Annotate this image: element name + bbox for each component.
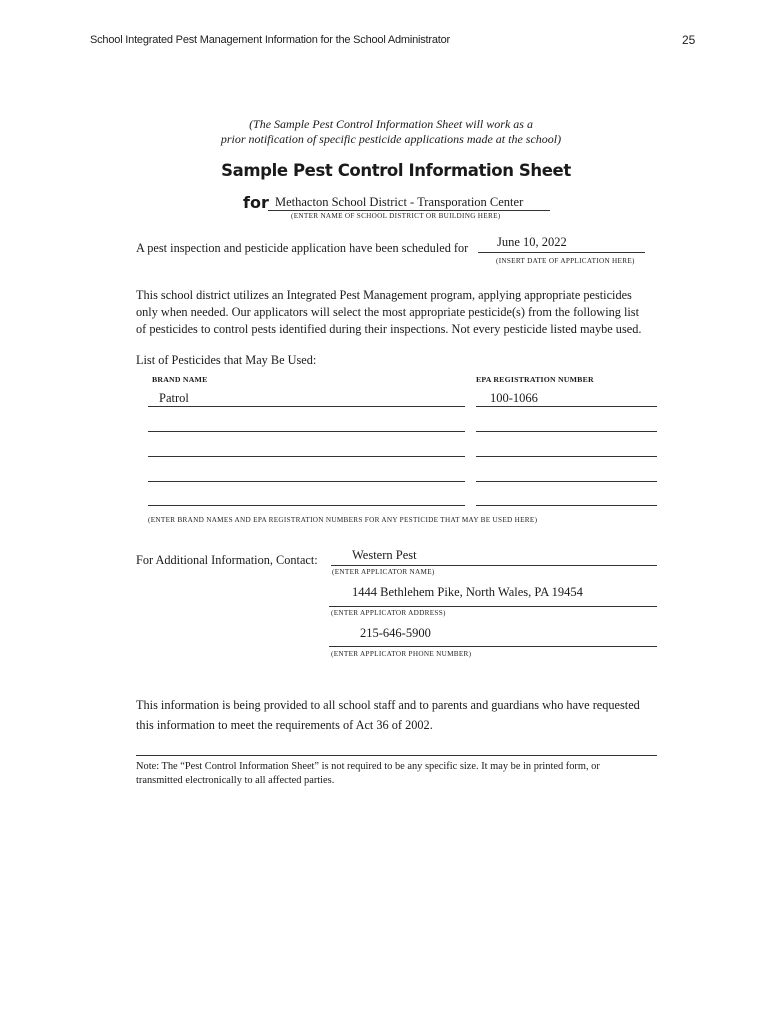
epa-number-field[interactable] bbox=[476, 490, 657, 506]
pesticide-list-hint: (ENTER BRAND NAMES AND EPA REGISTRATION NUMBERS FOR ANY PESTICIDE THAT MAY BE USED HERE) bbox=[148, 516, 538, 524]
footnote-line-2: transmitted electronically to all affected parties. bbox=[136, 775, 335, 786]
note-divider bbox=[136, 755, 657, 756]
contact-label: For Additional Information, Contact: bbox=[136, 553, 318, 567]
epa-number-field[interactable] bbox=[476, 441, 657, 457]
page-number: 25 bbox=[682, 33, 696, 47]
pesticide-list-heading: List of Pesticides that May Be Used: bbox=[136, 353, 317, 367]
school-name-value: Methacton School District - Transporation Center bbox=[275, 195, 524, 209]
intro-line-2: prior notification of specific pesticide applications made at the school) bbox=[220, 132, 562, 146]
footnote-line-1: Note: The “Pest Control Information Sheet” is not required to be any specific size. It may be in printed form, or bbox=[136, 761, 600, 772]
applicator-name-field[interactable] bbox=[331, 548, 657, 566]
epa-number-value: 100-1066 bbox=[490, 391, 538, 405]
brand-name-field[interactable] bbox=[148, 466, 465, 482]
page-title: Sample Pest Control Information Sheet bbox=[221, 161, 571, 180]
ipm-line-1: This school district utilizes an Integrated Pest Management program, applying appropriate pesticides bbox=[136, 288, 632, 302]
applicator-address-field[interactable] bbox=[329, 585, 657, 607]
applicator-phone-field[interactable] bbox=[329, 626, 657, 647]
closing-paragraph bbox=[136, 695, 676, 735]
epa-number-header: EPA REGISTRATION NUMBER bbox=[476, 375, 594, 384]
intro-note bbox=[0, 117, 770, 147]
epa-number-field[interactable] bbox=[476, 466, 657, 482]
ipm-line-3: of pesticides to control pests identified during their inspections. Not every pesticide listed maybe used. bbox=[136, 322, 642, 336]
epa-number-field[interactable] bbox=[476, 416, 657, 432]
school-name-hint: (ENTER NAME OF SCHOOL DISTRICT OR BUILDING HERE) bbox=[291, 212, 501, 220]
ipm-line-2: only when needed. Our applicators will select the most appropriate pesticide(s) from the following list bbox=[136, 305, 640, 319]
brand-name-field[interactable] bbox=[148, 490, 465, 506]
closing-line-2: this information to meet the requirements of Act 36 of 2002. bbox=[136, 718, 433, 732]
application-date-field[interactable] bbox=[478, 235, 645, 253]
schedule-text: A pest inspection and pesticide application have been scheduled for bbox=[136, 241, 469, 255]
ipm-paragraph bbox=[136, 287, 676, 338]
brand-name-field[interactable] bbox=[148, 391, 465, 407]
school-name-field[interactable] bbox=[268, 195, 550, 211]
application-date-value: June 10, 2022 bbox=[497, 235, 567, 249]
applicator-name-value: Western Pest bbox=[352, 548, 417, 562]
brand-name-value: Patrol bbox=[159, 391, 189, 405]
running-header: School Integrated Pest Management Information for the School Administrator bbox=[90, 34, 451, 46]
brand-name-field[interactable] bbox=[148, 441, 465, 457]
applicator-address-value: 1444 Bethlehem Pike, North Wales, PA 19454 bbox=[352, 585, 583, 599]
applicator-phone-hint: (ENTER APPLICATOR PHONE NUMBER) bbox=[331, 650, 472, 658]
applicator-address-hint: (ENTER APPLICATOR ADDRESS) bbox=[331, 609, 446, 617]
closing-line-1: This information is being provided to all school staff and to parents and guardians who have requested bbox=[136, 698, 640, 712]
applicator-phone-value: 215-646-5900 bbox=[360, 626, 431, 640]
applicator-name-hint: (ENTER APPLICATOR NAME) bbox=[332, 568, 435, 576]
application-date-hint: (INSERT DATE OF APPLICATION HERE) bbox=[496, 257, 635, 265]
epa-number-field[interactable] bbox=[476, 391, 657, 407]
brand-name-header: BRAND NAME bbox=[152, 375, 208, 384]
intro-line-1: (The Sample Pest Control Information Sheet will work as a bbox=[249, 117, 533, 131]
brand-name-field[interactable] bbox=[148, 416, 465, 432]
for-label: for bbox=[243, 193, 269, 212]
footnote bbox=[136, 760, 666, 788]
